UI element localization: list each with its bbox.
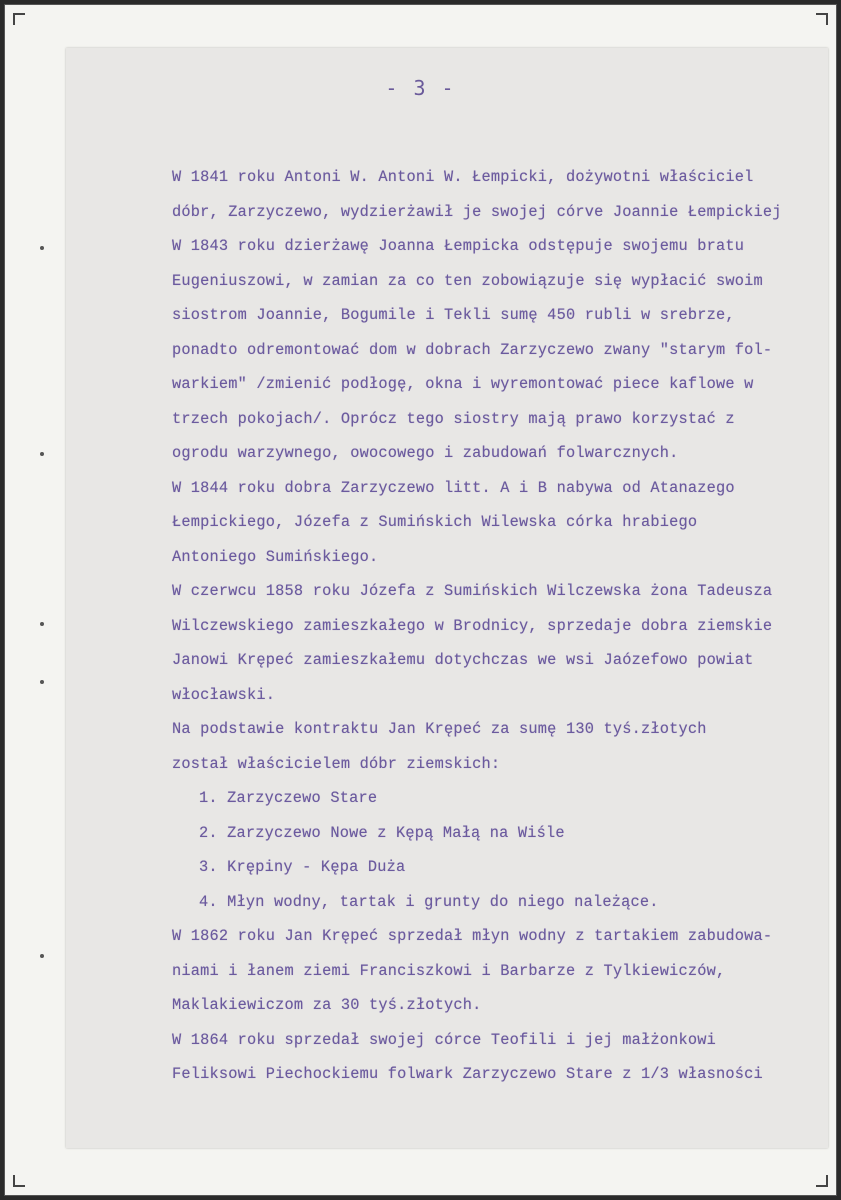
text-line: Janowi Krępeć zamieszkałemu dotychczas we wsi Jaózefowo powiat xyxy=(172,651,754,669)
text-line: W 1862 roku Jan Krępeć sprzedał młyn wodny z tartakiem zabudowa- xyxy=(172,927,773,945)
text-line: Łempickiego, Józefa z Sumińskich Wilewska córka hrabiego xyxy=(172,513,698,531)
list-item: 3. Krępiny - Kępa Duża xyxy=(199,858,406,876)
text-line: Maklakiewiczom za 30 tyś.złotych. xyxy=(172,996,482,1014)
corner-mark xyxy=(816,1175,828,1187)
text-line: dóbr, Zarzyczewo, wydzierżawił je swojej córve Joannie Łempickiej xyxy=(172,202,782,221)
corner-mark xyxy=(13,1175,25,1187)
list-item: 4. Młyn wodny, tartak i grunty do niego należące. xyxy=(199,892,659,911)
document-text xyxy=(172,160,832,1092)
text-line: warkiem" /zmienić podłogę, okna i wyremontować piece kaflowe w xyxy=(172,375,754,393)
margin-dot xyxy=(40,246,44,250)
text-line: Wilczewskiego zamieszkałego w Brodnicy, sprzedaje dobra ziemskie xyxy=(172,616,773,635)
margin-dot xyxy=(40,954,44,958)
corner-mark xyxy=(13,13,25,25)
margin-dot xyxy=(40,452,44,456)
text-line: W 1864 roku sprzedał swojej córce Teofili i jej małżonkowi xyxy=(172,1030,717,1049)
text-line: trzech pokojach/. Oprócz tego siostry mają prawo korzystać z xyxy=(172,409,735,428)
text-line: ogrodu warzywnego, owocowego i zabudowań folwarcznych. xyxy=(172,444,679,462)
corner-mark xyxy=(816,13,828,25)
text-line: W 1843 roku dzierżawę Joanna Łempicka odstępuje swojemu bratu xyxy=(172,237,745,255)
text-line: Na podstawie kontraktu Jan Krępeć za sumę 130 tyś.złotych xyxy=(172,720,707,738)
page-number: - 3 - xyxy=(385,76,456,100)
text-line: Eugeniuszowi, w zamian za co ten zobowiązuje się wypłacić swoim xyxy=(172,271,763,290)
text-line: W czerwcu 1858 roku Józefa z Sumińskich Wilczewska żona Tadeusza xyxy=(172,582,773,600)
text-line: został właścicielem dóbr ziemskich: xyxy=(172,754,501,773)
text-line: Antoniego Sumińskiego. xyxy=(172,547,379,566)
text-line: siostrom Joannie, Bogumile i Tekli sumę 450 rubli w srebrze, xyxy=(172,306,735,324)
list-item: 2. Zarzyczewo Nowe z Kępą Małą na Wiśle xyxy=(199,823,565,842)
text-line: W 1844 roku dobra Zarzyczewo litt. A i B nabywa od Atanazego xyxy=(172,478,735,497)
list-item: 1. Zarzyczewo Stare xyxy=(199,789,378,807)
margin-dot xyxy=(40,680,44,684)
text-line: ponadto odremontować dom w dobrach Zarzyczewo zwany "starym fol- xyxy=(172,340,773,359)
text-line: niami i łanem ziemi Franciszkowi i Barbarze z Tylkiewiczów, xyxy=(172,961,726,980)
margin-dot xyxy=(40,622,44,626)
text-line: Feliksowi Piechockiemu folwark Zarzyczewo Stare z 1/3 własności xyxy=(172,1065,763,1083)
text-line: włocławski. xyxy=(172,685,276,704)
text-line: W 1841 roku Antoni W. Antoni W. Łempicki, dożywotni właściciel xyxy=(172,168,754,186)
